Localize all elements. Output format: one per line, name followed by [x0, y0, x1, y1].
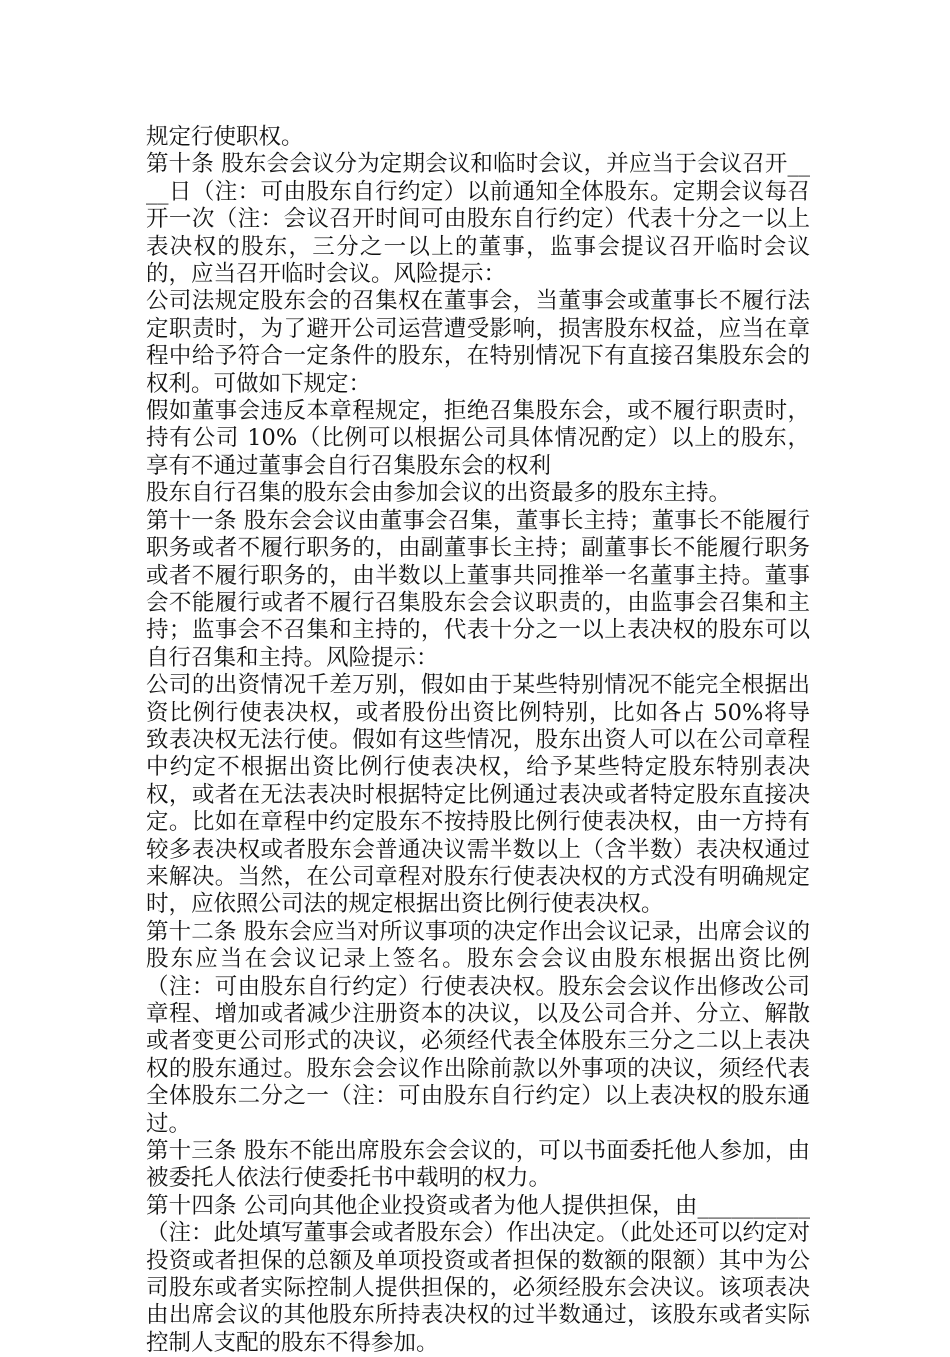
risk-note-11: 公司的出资情况千差万别，假如由于某些特别情况不能完全根据出资比例行使表决权，或者股份出资比例特别，比如各占 50%将导致表决权无法行使。假如有这些情况，股东出资人可以在公司章程中约定不根据出资比例行使表决权，给予某些特定股东特别表决权，或者在无法表决时根据特定比例通过表决或者特定股东直接决定。比如在章程中约定股东不按持股比例行使表决权，由一方持有较多表决权或者股东会普通决议需半数以上（含半数）表决权通过来解决。当然，在公司章程对股东行使表决权的方式没有明确规定时，应依照公司法的规定根据出资比例行使表决权。 [146, 672, 810, 918]
risk-note-10-b: 假如董事会违反本章程规定，拒绝召集股东会，或不履行职责时，持有公司 10%（比例可以根据公司具体情况酌定）以上的股东，享有不通过董事会自行召集股东会的权利 [146, 398, 810, 479]
article-11: 第十一条 股东会会议由董事会召集，董事长主持；董事长不能履行职务或者不履行职务的，由副董事长主持；副董事长不能履行职务或者不履行职务的，由半数以上董事共同推举一名董事主持。董事会不能履行或者不履行召集股东会会议职责的，由监事会召集和主持；监事会不召集和主持的，代表十分之一以上表决权的股东可以自行召集和主持。风险提示： [146, 507, 810, 671]
document-body [146, 124, 810, 1357]
risk-note-10-c: 股东自行召集的股东会由参加会议的出资最多的股东主持。 [146, 480, 732, 507]
paragraph-continuation: 规定行使职权。 [146, 124, 304, 150]
article-14: 第十四条 公司向其他企业投资或者为他人提供担保，由__________（注：此处填写董事会或者股东会）作出决定。（此处还可以约定对投资或者担保的总额及单项投资或者担保的数额的限额）其中为公司股东或者实际控制人提供担保的，必须经股东会决议。该项表决由出席会议的其他股东所持表决权的过半数通过，该股东或者实际控制人支配的股东不得参加。 [146, 1192, 810, 1356]
article-12: 第十二条 股东会应当对所议事项的决定作出会议记录，出席会议的股东应当在会议记录上签名。股东会会议由股东根据出资比例（注：可由股东自行约定）行使表决权。股东会会议作出修改公司章程、增加或者减少注册资本的决议，以及公司合并、分立、解散或者变更公司形式的决议，必须经代表全体股东三分之二以上表决权的股东通过。股东会会议作出除前款以外事项的决议，须经代表全体股东二分之一（注：可由股东自行约定）以上表决权的股东通过。 [146, 918, 810, 1137]
article-10: 第十条 股东会会议分为定期会议和临时会议，并应当于会议召开____日（注：可由股东自行约定）以前通知全体股东。定期会议每召开一次（注：会议召开时间可由股东自行约定）代表十分之一以上表决权的股东，三分之一以上的董事，监事会提议召开临时会议的，应当召开临时会议。风险提示： [146, 151, 810, 288]
article-13: 第十三条 股东不能出席股东会会议的，可以书面委托他人参加，由被委托人依法行使委托书中载明的权力。 [146, 1138, 810, 1192]
risk-note-10-a: 公司法规定股东会的召集权在董事会，当董事会或董事长不履行法定职责时，为了避开公司运营遭受影响，损害股东权益，应当在章程中给予符合一定条件的股东，在特别情况下有直接召集股东会的权利。可做如下规定： [146, 288, 810, 397]
